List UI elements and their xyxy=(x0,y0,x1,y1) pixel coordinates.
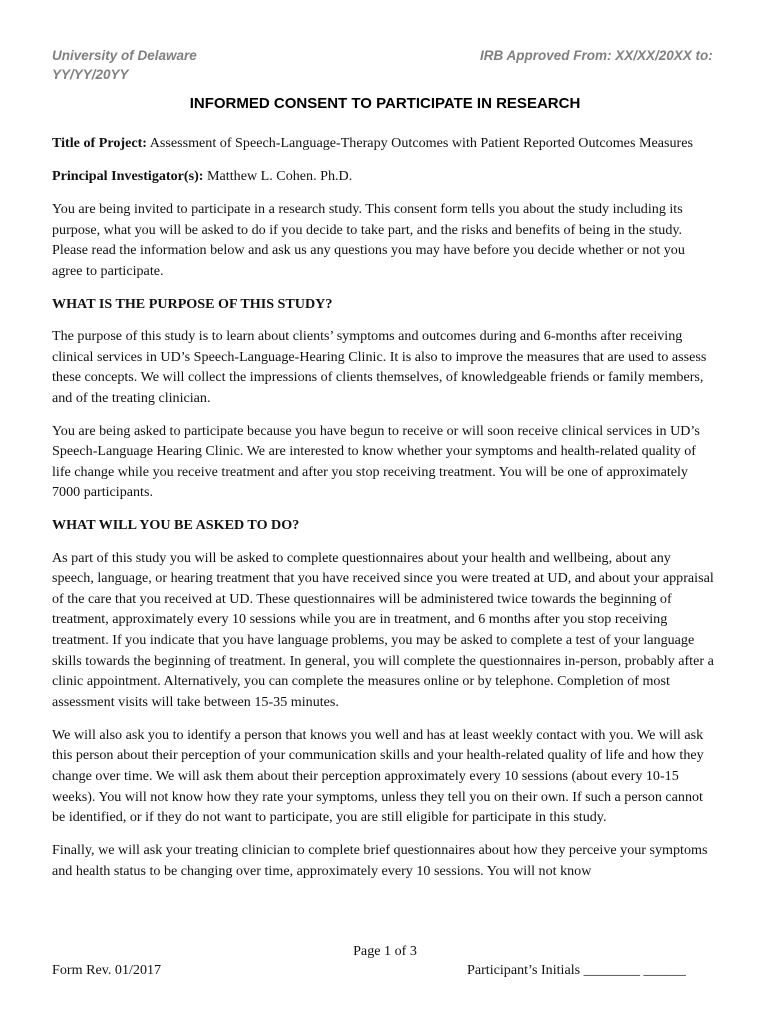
project-title-value: Assessment of Speech-Language-Therapy Outcomes with Patient Reported Outcomes Measures xyxy=(146,135,693,151)
pi-label: Principal Investigator(s): xyxy=(52,167,204,184)
principal-investigator-line xyxy=(52,166,714,187)
page-number: Page 1 of 3 xyxy=(353,943,417,959)
procedures-paragraph: As part of this study you will be asked to complete questionnaires about your health and wellbeing, about any speech, language, or hearing treatment that you have received since you were treated at UD, and about your appraisal of the care that you received at UD. These questionnaires will be administered twice towards the beginning of treatment, approximately every 10 sessions while you are in treatment, and 6 months after you stop receiving treatment. If you indicate that you have language problems, you may be asked to complete a test of your language skills towards the beginning of treatment. In general, you will complete the questionnaires in-person, probably after a clinic appointment. Alternatively, you can complete the measures online or by telephone. Completion of most assessment visits will take between 15-35 minutes. xyxy=(52,549,714,710)
purpose-paragraph: You are being asked to participate because you have begun to receive or will soon receive clinical services in UD’s Speech-Language Hearing Clinic. We are interested to know whether your symptoms and health-related quality of life change while you receive treatment and after you stop receiving treatment. You will be one of approximately 7000 participants. xyxy=(52,422,700,501)
form-revision: Form Rev. 01/2017 xyxy=(52,962,162,978)
pi-value: Matthew L. Cohen. Ph.D. xyxy=(203,167,353,184)
procedures-paragraph: Finally, we will ask your treating clinician to complete brief questionnaires about how they perceive your symptoms and health status to be changing over time, approximately every 10 sessions. You will not know xyxy=(52,842,708,879)
institution-name: University of Delaware xyxy=(52,48,197,63)
purpose-paragraph: The purpose of this study is to learn about clients’ symptoms and outcomes during and 6-months after receiving clinical services in UD’s Speech-Language-Hearing Clinic. It is also to improve the measures that are used to assess these concepts. We will collect the impressions of clients themselves, of knowledgeable friends or family members, and of the treating clinician. xyxy=(52,327,707,406)
participant-initials-line: Participant’s Initials ________ ______ xyxy=(467,962,686,978)
procedures-heading: WHAT WILL YOU BE ASKED TO DO? xyxy=(52,517,300,534)
document-body xyxy=(52,133,714,894)
purpose-heading: WHAT IS THE PURPOSE OF THIS STUDY? xyxy=(52,295,333,312)
intro-paragraph: You are being invited to participate in a research study. This consent form tells you about the study including its purpose, what you will be asked to do if you decide to take part, and the risks and benefits of being in the study. Please read the information below and ask us any questions you may have before you decide whether or not you agree to participate. xyxy=(52,200,685,279)
document-title: INFORMED CONSENT TO PARTICIPATE IN RESEARCH xyxy=(189,95,581,112)
project-title-line xyxy=(52,133,714,154)
project-title-label: Title of Project: xyxy=(52,135,147,151)
procedures-paragraph: We will also ask you to identify a person that knows you well and has at least weekly contact with you. We will ask this person about their perception of your communication skills and your health-related quality of life and how they change over time. We will ask them about their perception approximately every 10 sessions (about every 10-15 weeks). You will not know how they rate your symptoms, unless they tell you on their own. If such a person cannot be identified, or if they do not want to participate, you are still eligible for participate in this study. xyxy=(52,726,704,826)
irb-approval-dates: IRB Approved From: XX/XX/20XX to: xyxy=(480,48,713,63)
irb-end-date: YY/YY/20YY xyxy=(52,67,129,82)
